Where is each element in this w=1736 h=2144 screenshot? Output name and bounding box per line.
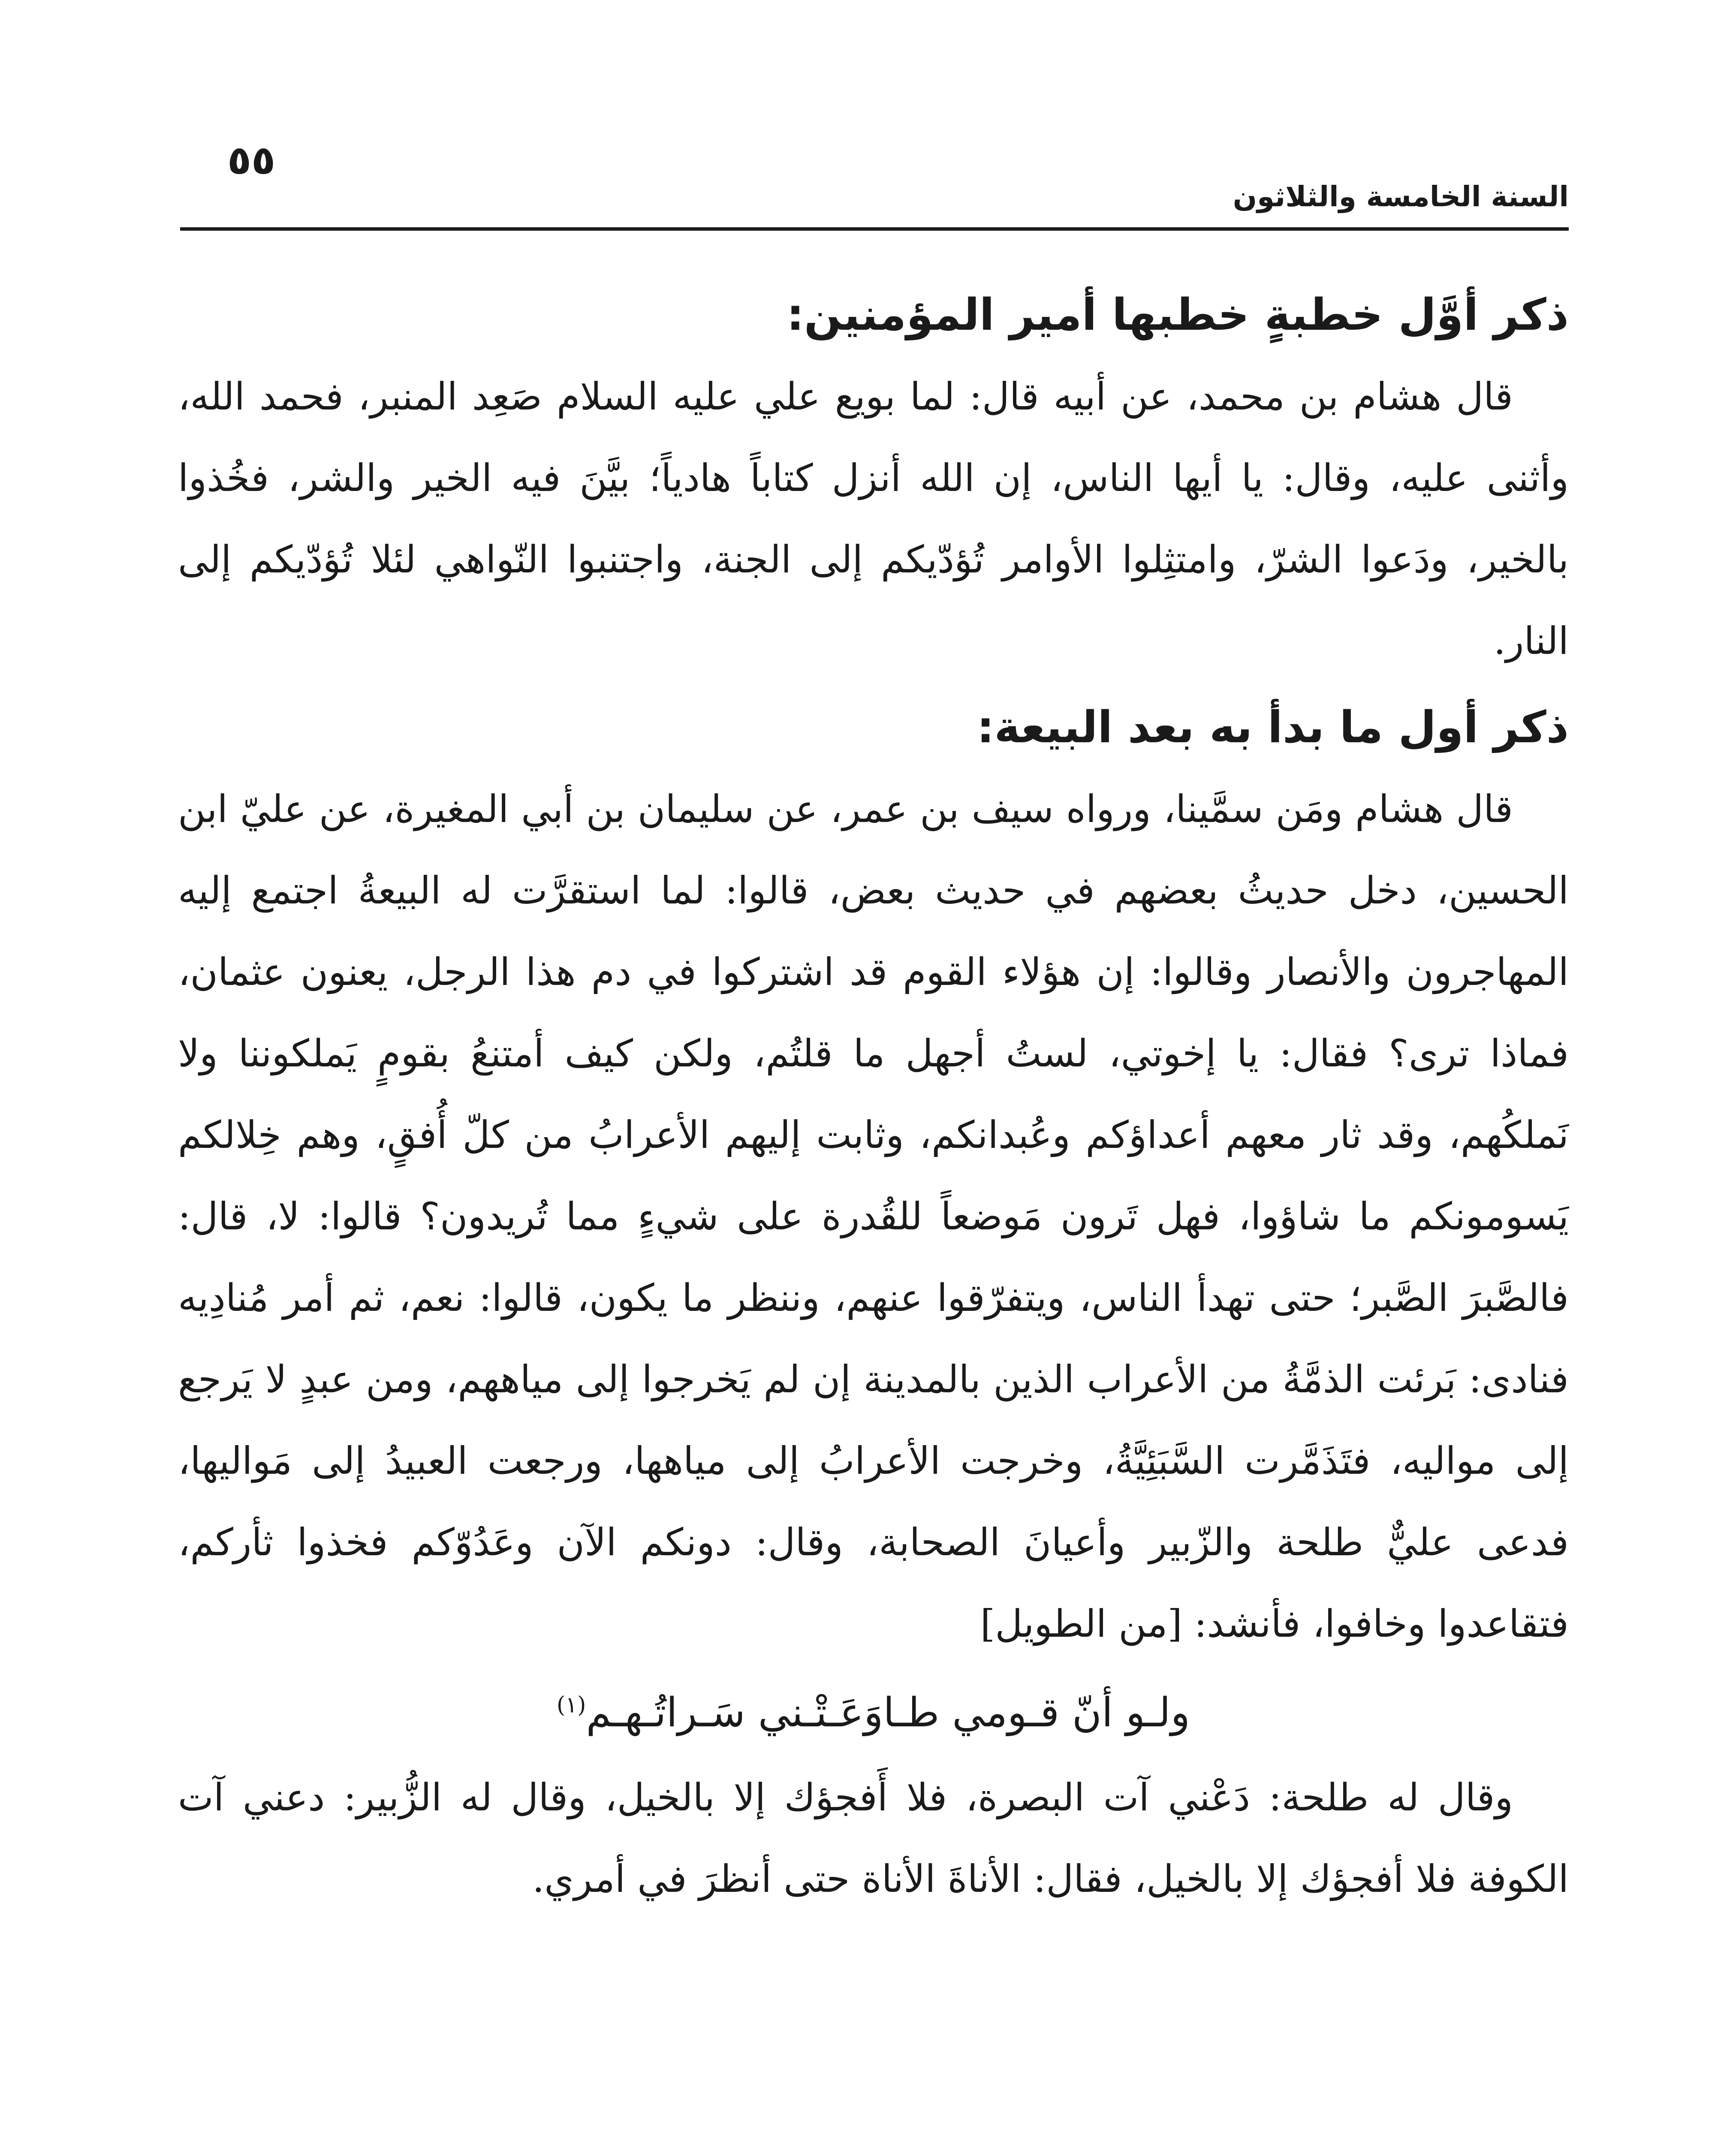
poetry-verse <box>178 1669 1569 1757</box>
header-rule <box>180 227 1569 231</box>
running-head <box>180 129 1569 240</box>
paragraph-talha-zubair: وقال له طلحة: دَعْني آت البصرة، فلا أَفجؤك إلا بالخيل، وقال له الزُّبير: دعني آت الكوفة فلا أفجؤك إلا بالخيل، فقال: الأناةَ الأناة حتى أنظرَ في أمري. <box>178 1775 1569 1901</box>
paragraph-first-sermon: قال هشام بن محمد، عن أبيه قال: لما بويع علي عليه السلام صَعِد المنبر، فحمد الله، وأثنى عليه، وقال: يا أيها الناس، إن الله أنزل كتاباً هادياً؛ بيَّنَ فيه الخير والشر، فخُذوا بالخير، ودَعوا الشرّ، وامتثِلوا الأوامر تُؤدّيكم إلى الجنة، واجتنبوا النّواهي لئلا تُؤدّيكم إلى النار. <box>178 374 1569 663</box>
section-spacer <box>178 682 1569 687</box>
section-heading-after-bayah: ذكر أول ما بدأ به بعد البيعة: <box>976 702 1569 753</box>
poetry-verse-text: ولـو أنّ قـومي طـاوَعَـتْـني سَـراتُـهـم <box>586 1689 1190 1736</box>
main-text <box>178 274 1569 1920</box>
page-number: ٥٥ <box>227 137 276 183</box>
running-head-title: السنة الخامسة والثلاثون <box>1233 180 1569 213</box>
section-heading-first-sermon: ذكر أوَّل خطبةٍ خطبها أمير المؤمنين: <box>787 289 1569 340</box>
poetry-meter-label: [من الطويل] <box>980 1602 1182 1646</box>
paragraph-after-bayah <box>178 768 1569 1665</box>
paragraph-after-bayah-text: قال هشام ومَن سمَّينا، ورواه سيف بن عمر، عن سليمان بن أبي المغيرة، عن عليّ ابن الحسين، دخل حديثُ بعضهم في حديث بعض، قالوا: لما استقرَّت له البيعةُ اجتمع إليه المهاجرون والأنصار وقالوا: إن هؤلاء القوم قد اشتركوا في دم هذا الرجل، يعنون عثمان، فماذا ترى؟ فقال: يا إخوتي، لستُ أجهل ما قلتُم، ولكن كيف أمتنعُ بقومٍ يَملكوننا ولا نَملكُهم، وقد ثار معهم أعداؤكم وعُبدانكم، وثابت إليهم الأعرابُ من كلّ أُفقٍ، وهم خِلالكم يَسومونكم ما شاؤوا، فهل تَرون مَوضعاً للقُدرة على شيءٍ مما تُريدون؟ قالوا: لا، قال: فالصَّبرَ الصَّبر؛ حتى تهدأ الناس، ويتفرّقوا عنهم، وننظر ما يكون، قالوا: نعم، ثم أمر مُنادِيه فنادى: بَرئت الذمَّةُ من الأعراب الذين بالمدينة إن لم يَخرجوا إلى مياههم، ومن عبدٍ لا يَرجع إلى مواليه، فتَذَمَّرت السَّبَئِيَّةُ، وخرجت الأعرابُ إلى مياهها، ورجعت العبيدُ إلى مَواليها، فدعى عليٌّ طلحة والزّبير وأعيانَ الصحابة، وقال: دونكم الآن وعَدُوّكم فخذوا ثأركم، فتقاعدوا وخافوا، فأنشد: <box>178 787 1569 1646</box>
footnote-reference: (١) <box>556 1692 586 1718</box>
